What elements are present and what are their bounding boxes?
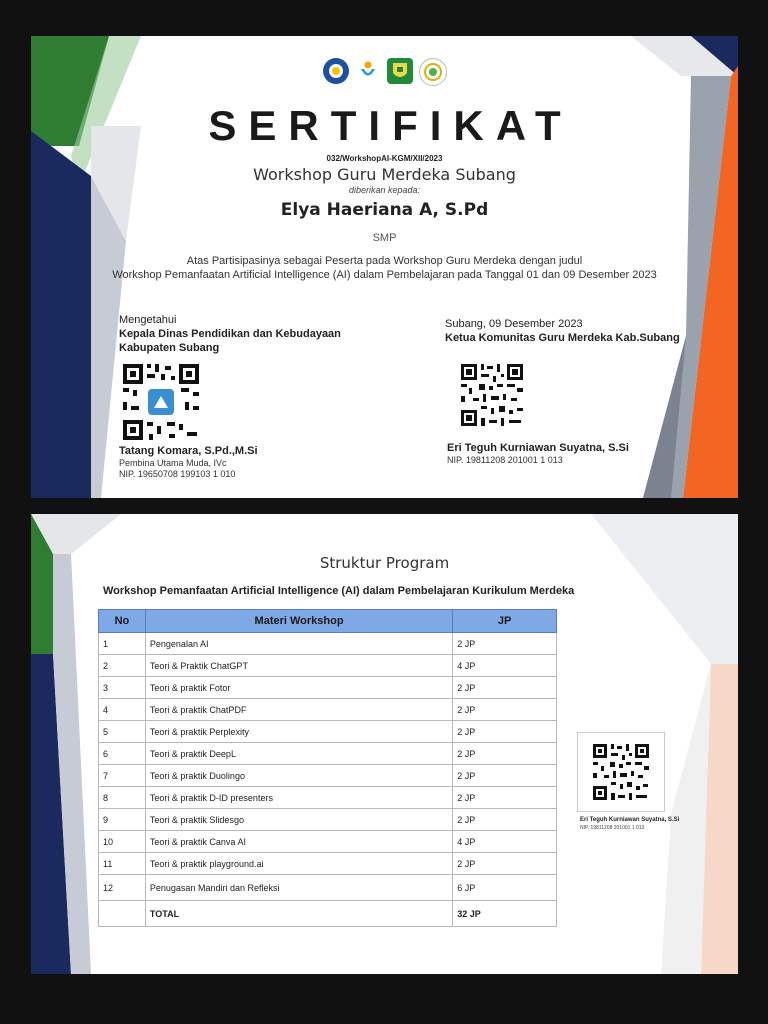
program-table [98,609,557,927]
description-line-2: Workshop Pemanfaatan Artificial Intelligence (AI) dalam Pembelajaran pada Tanggal 01 dan 09 Desember 2023 [112,269,657,281]
qr-code-icon [121,362,201,442]
qr-code-icon [592,743,650,801]
row-no: 4 [99,699,146,721]
given-to-label: diberikan kepada: [348,185,421,195]
merdeka-belajar-logo [355,58,381,84]
certificate-page [31,36,738,498]
table-row [99,787,557,809]
acknowledged-label: Mengetahui [119,314,177,326]
table-row [99,831,557,853]
table-row [99,699,557,721]
right-signatory-name: Eri Teguh Kurniawan Suyatna, S.Si [447,442,629,454]
row-materi: Teori & praktik playground.ai [145,853,452,875]
total-label: TOTAL [145,901,452,927]
row-materi: Penugasan Mandiri dan Refleksi [145,875,452,901]
row-jp: 2 JP [453,809,557,831]
row-no: 12 [99,875,146,901]
row-materi: Teori & praktik Canva AI [145,831,452,853]
left-signatory-rank: Pembina Utama Muda, IVc [119,458,227,468]
row-jp: 4 JP [453,655,557,677]
table-row [99,721,557,743]
row-jp: 2 JP [453,787,557,809]
row-jp: 2 JP [453,853,557,875]
row-jp: 2 JP [453,721,557,743]
row-jp: 6 JP [453,875,557,901]
row-materi: Pengenalan AI [145,633,452,655]
description-line-1: Atas Partisipasinya sebagai Peserta pada Workshop Guru Merdeka dengan judul [186,255,583,267]
row-no: 3 [99,677,146,699]
row-materi: Teori & praktik Slidesgo [145,809,452,831]
left-signatory-nip: NIP. 19650708 199103 1 010 [119,469,236,479]
row-jp: 2 JP [453,677,557,699]
table-row [99,809,557,831]
column-header-no: No [99,610,146,633]
right-signatory-nip: NIP. 19811208 201001 1 013 [447,455,563,465]
row-no: 9 [99,809,146,831]
row-materi: Teori & Praktik ChatGPT [145,655,452,677]
row-no: 10 [99,831,146,853]
table-header-row [99,610,557,633]
table-row [99,853,557,875]
recipient-school: SMP [372,232,397,244]
left-signatory-name: Tatang Komara, S.Pd.,M.Si [119,445,258,457]
program-title: Struktur Program [319,554,450,572]
table-row [99,677,557,699]
table-row [99,875,557,901]
row-jp: 2 JP [453,743,557,765]
subang-regency-seal [387,58,413,84]
side-signatory-nip: NIP. 19811208 201001 1 013 [580,825,645,831]
table-row [99,743,557,765]
table-total-row [99,901,557,927]
row-no: 11 [99,853,146,875]
column-header-materi: Materi Workshop [145,610,452,633]
row-materi: Teori & praktik DeepL [145,743,452,765]
row-jp: 4 JP [453,831,557,853]
row-no: 5 [99,721,146,743]
logo-row [31,58,738,86]
certificate-title: SERTIFIKAT [208,102,573,149]
row-materi: Teori & praktik Fotor [145,677,452,699]
qr-code-icon [459,362,525,428]
event-name: Workshop Guru Merdeka Subang [253,165,516,184]
left-signatory-footer [119,444,258,480]
tut-wuri-handayani-logo [323,58,349,84]
right-signatory-footer [447,441,629,466]
row-materi: Teori & praktik D-ID presenters [145,787,452,809]
program-subtitle: Workshop Pemanfaatan Artificial Intelligence (AI) dalam Pembelajaran Kurikulum Merdeka [103,585,575,597]
row-materi: Teori & praktik ChatPDF [145,699,452,721]
row-no: 1 [99,633,146,655]
row-jp: 2 JP [453,699,557,721]
table-row [99,633,557,655]
row-no: 7 [99,765,146,787]
side-signatory-name: Eri Teguh Kurniawan Suyatna, S.Si [580,817,680,823]
row-no: 8 [99,787,146,809]
row-no: 6 [99,743,146,765]
row-no: 2 [99,655,146,677]
side-qr-box [577,732,665,812]
right-position: Ketua Komunitas Guru Merdeka Kab.Subang [445,332,680,344]
table-row [99,655,557,677]
column-header-jp: JP [453,610,557,633]
right-signatory-header [445,317,680,345]
left-position-line-1: Kepala Dinas Pendidikan dan Kebudayaan [119,328,341,340]
row-jp: 2 JP [453,633,557,655]
total-jp: 32 JP [453,901,557,927]
place-date: Subang, 09 Desember 2023 [445,318,583,330]
row-materi: Teori & praktik Duolingo [145,765,452,787]
total-no [99,901,146,927]
recipient-name: Elya Haeriana A, S.Pd [280,200,489,220]
left-signatory-header [119,313,341,355]
row-materi: Teori & praktik Perplexity [145,721,452,743]
community-logo [419,58,447,86]
certificate-number: 032/WorkshopAI-KGM/XII/2023 [326,154,443,163]
row-jp: 2 JP [453,765,557,787]
program-page [31,514,738,974]
left-position-line-2: Kabupaten Subang [119,342,220,354]
table-row [99,765,557,787]
